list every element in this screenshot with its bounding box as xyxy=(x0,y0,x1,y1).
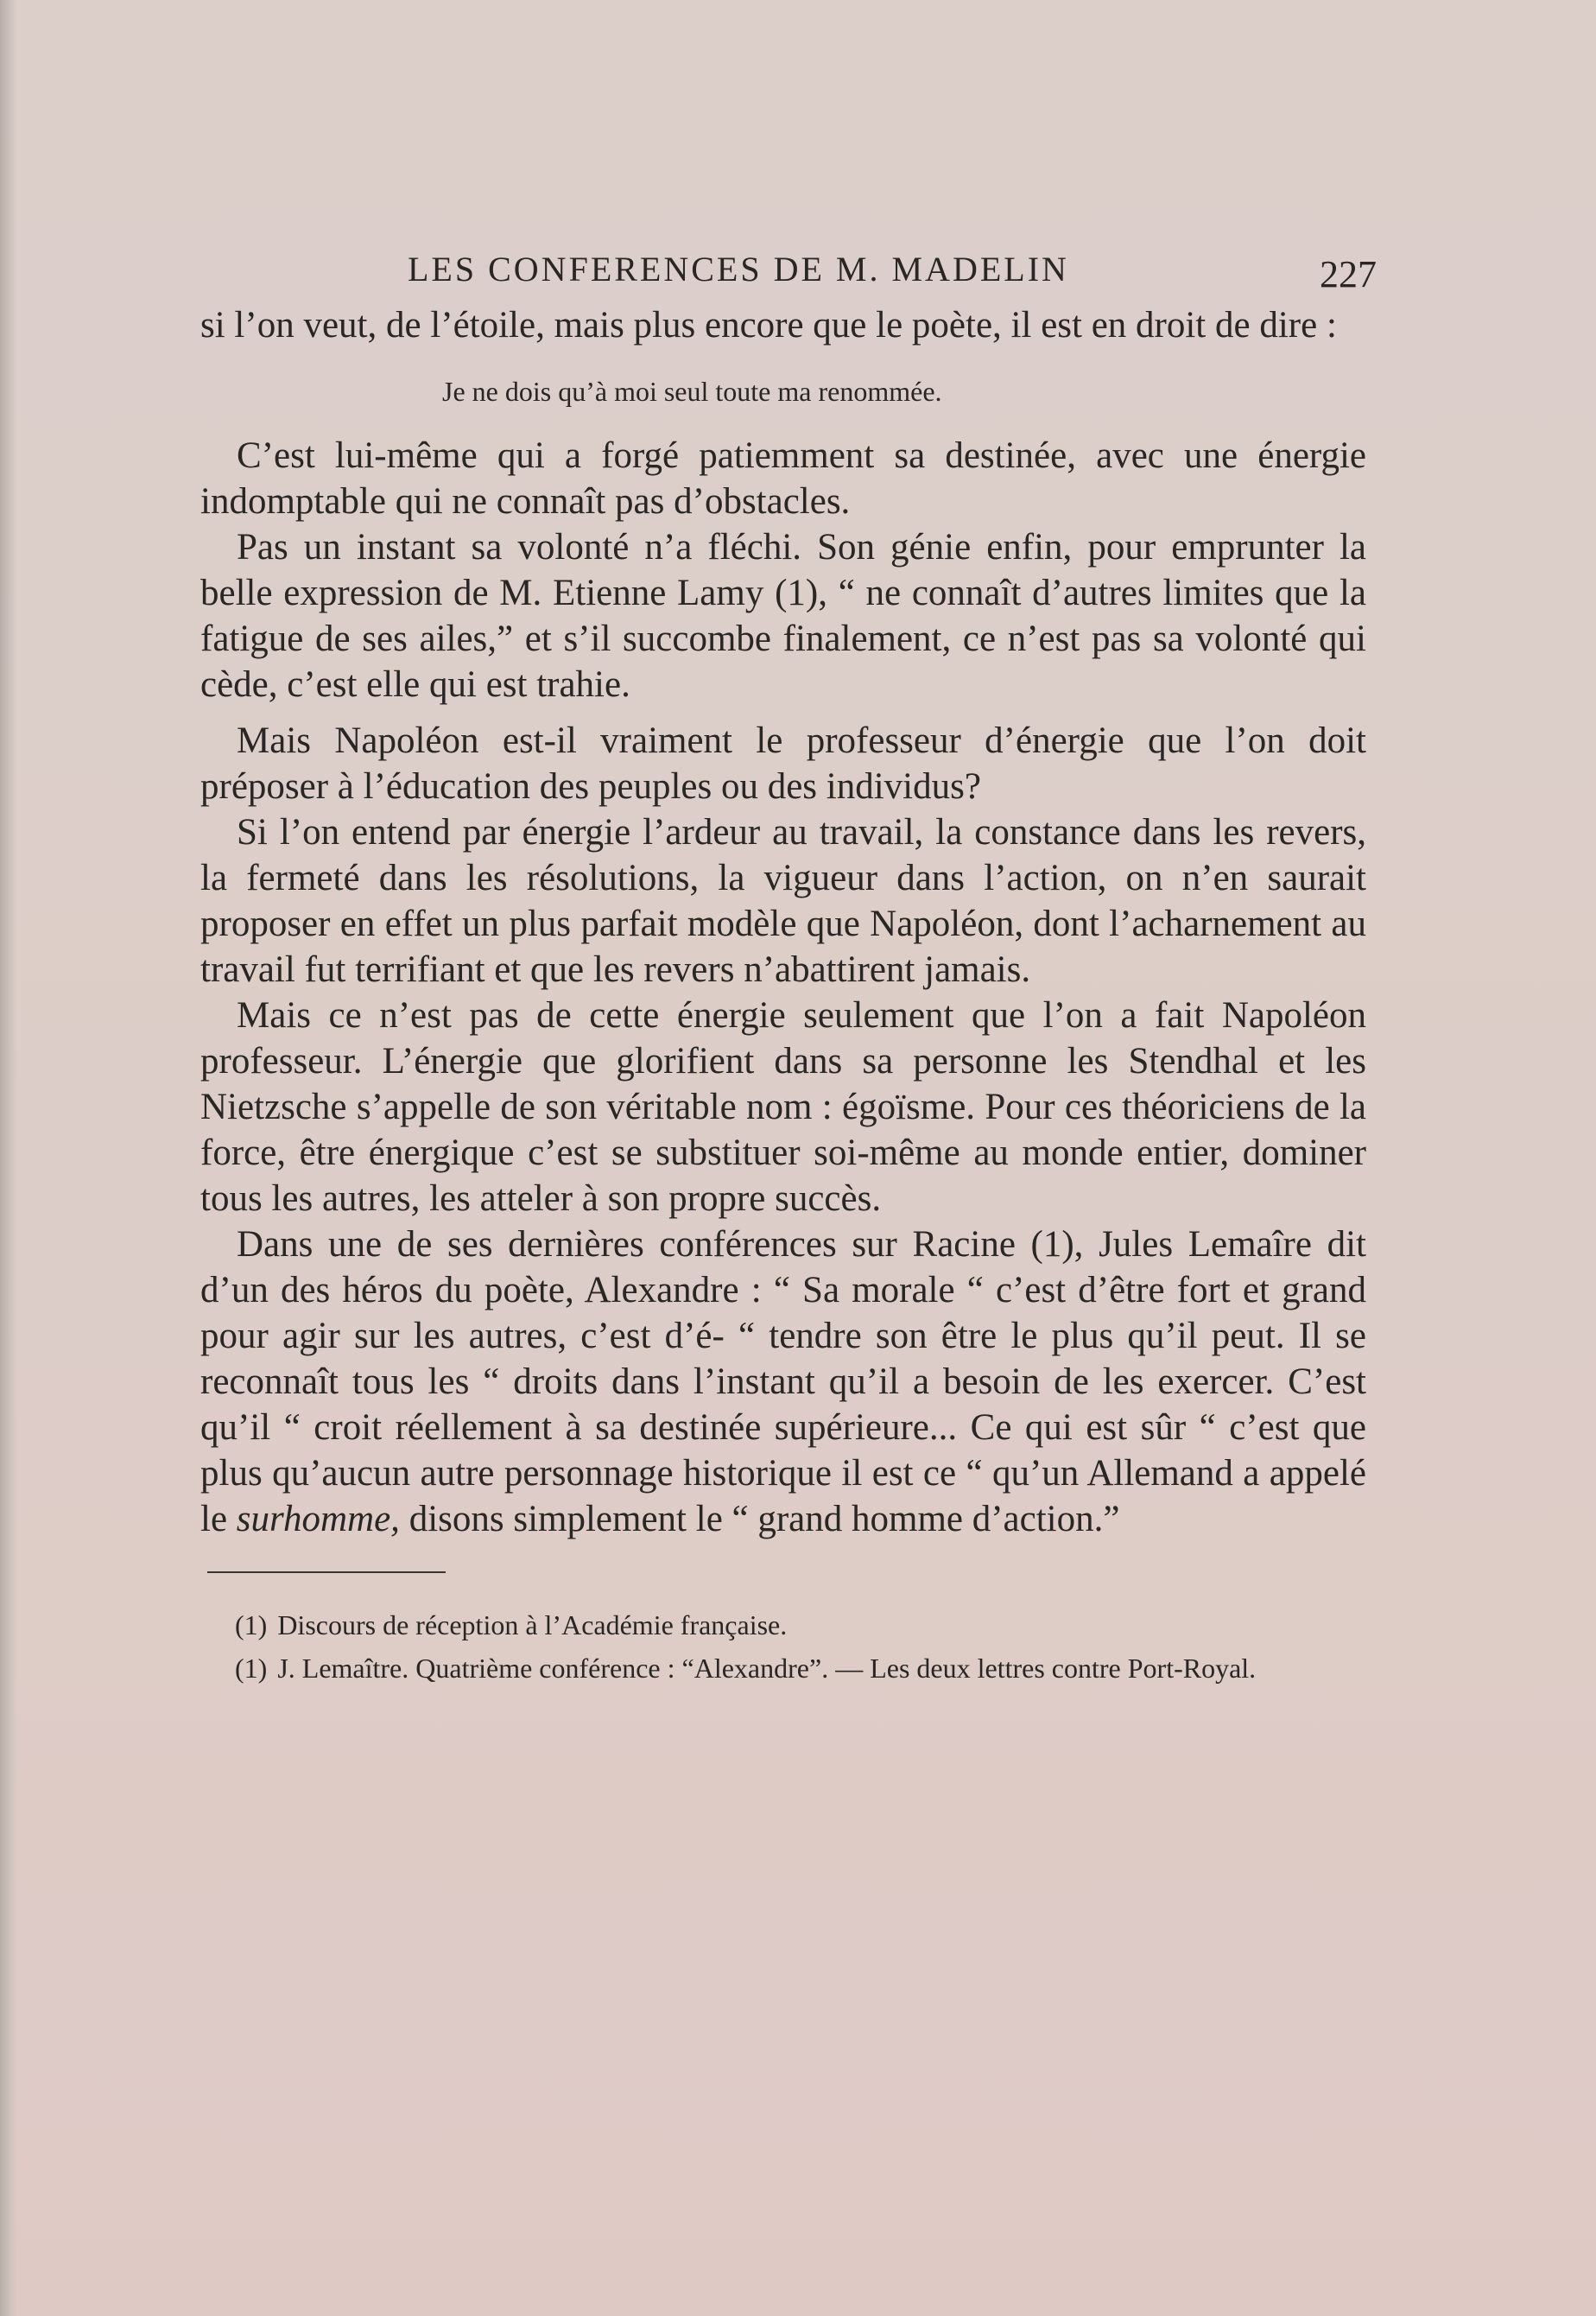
footnotes xyxy=(200,1611,1366,1682)
text-run: Dans une de ses dernières conférences sur Racine (1), Jules Lemaîre dit d’un des héros du poète, Alexandre : “ Sa morale “ c’est d’être fort et grand pour agir sur les autres, c’est d’é- “ tendre son être le plus qu’il peut. Il se reconnaît tous les “ droits dans l’instant qu’il a besoin de les exercer. C’est qu’il “ croit réellement à sa destinée supérieure... Ce qui est sûr “ c’est que plus qu’aucun autre personnage historique il est ce “ qu’un Allemand a appelé le xyxy=(200,1224,1366,1539)
footnote-text: Discours de réception à l’Académie française. xyxy=(277,1609,788,1640)
footnote-number: (1) xyxy=(235,1653,268,1684)
paragraph: Mais Napoléon est-il vraiment le professeur d’énergie que l’on doit préposer à l’éducation des peuples ou des individus? xyxy=(200,720,1366,807)
footnote-rule xyxy=(207,1571,446,1573)
paragraph: Mais ce n’est pas de cette énergie seulement que l’on a fait Napoléon professeur. L’énergie que glorifient dans sa personne les Stendhal et les Nietzsche s’appelle de son véritable nom : égoïsme. Pour ces théoriciens de la force, être énergique c’est se substituer soi-même au monde entier, dominer tous les autres, les atteler à son propre succès. xyxy=(200,995,1366,1219)
body-text xyxy=(200,302,1366,1542)
footnote xyxy=(200,1654,1366,1682)
running-head xyxy=(200,233,1377,302)
verse-quotation: Je ne dois qu’à moi seul toute ma renommée. xyxy=(442,376,942,407)
footnote-number: (1) xyxy=(235,1609,268,1640)
page-number: 227 xyxy=(1320,253,1377,295)
book-page xyxy=(200,233,1377,1697)
paragraph-lemaitre-quotation xyxy=(200,1221,1366,1542)
book-gutter xyxy=(0,0,17,2316)
paragraph: Si l’on entend par énergie l’ardeur au travail, la constance dans les revers, la fermeté dans les résolutions, la vigueur dans l’action, on n’en saurait proposer en effet un plus parfait modèle que Napoléon, dont l’acharnement au travail fut terrifiant et que les revers n’abattirent jamais. xyxy=(200,812,1366,990)
text-run: disons simplement le “ grand homme d’action.” xyxy=(399,1499,1120,1539)
running-title: LES CONFERENCES DE M. MADELIN xyxy=(408,250,1069,289)
paragraph: Pas un instant sa volonté n’a fléchi. Son génie enfin, pour emprunter la belle expression de M. Etienne Lamy (1), “ ne connaît d’autres limites que la fatigue de ses ailes,” et s’il succombe finalement, ce n’est pas sa volonté qui cède, c’est elle qui est trahie. xyxy=(200,527,1366,705)
footnote-text: J. Lemaître. Quatrième conférence : “Alexandre”. — Les deux lettres contre Port-Royal. xyxy=(277,1653,1257,1684)
footnote xyxy=(200,1611,1366,1639)
italic-term: surhomme, xyxy=(236,1499,400,1539)
paragraph-continued: si l’on veut, de l’étoile, mais plus encore que le poète, il est en droit de dire : xyxy=(200,305,1337,346)
paragraph: C’est lui-même qui a forgé patiemment sa destinée, avec une énergie indomptable qui ne connaît pas d’obstacles. xyxy=(200,435,1366,522)
